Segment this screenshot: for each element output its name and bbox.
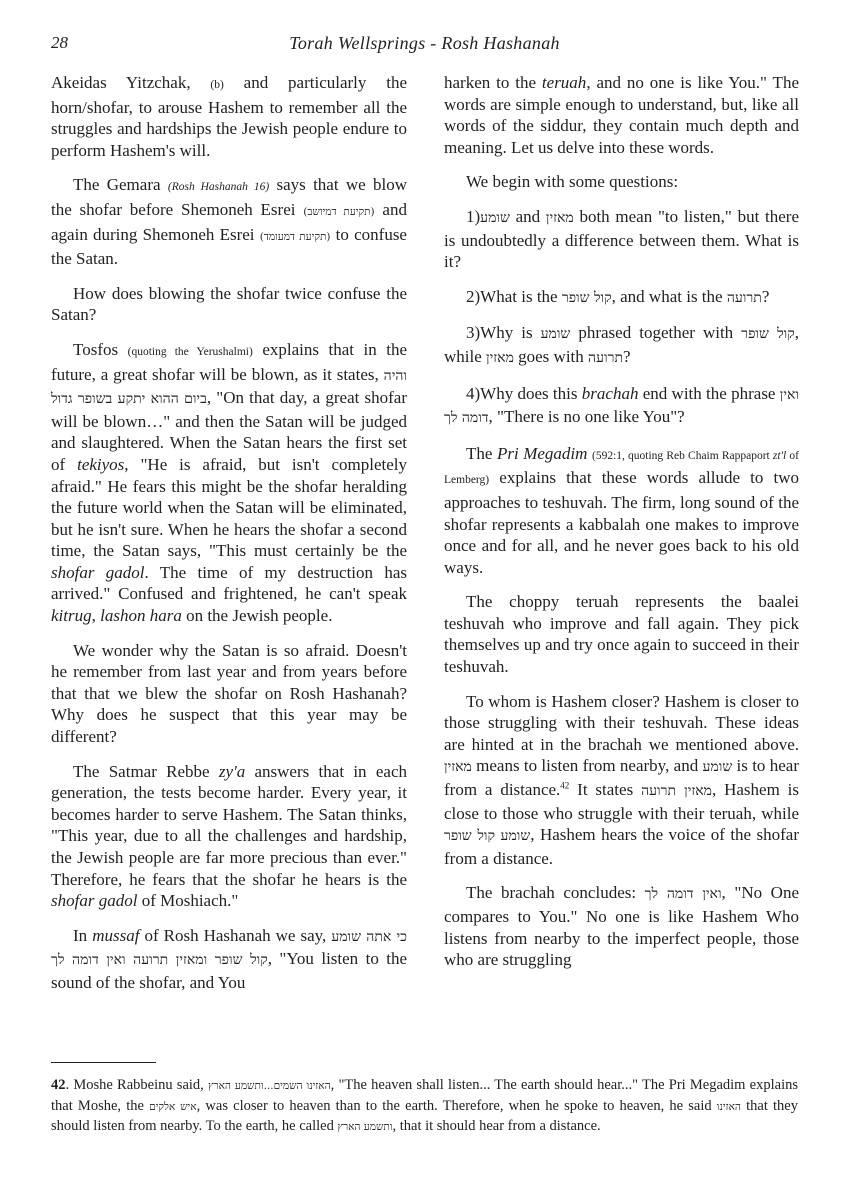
paragraph: In mussaf of Rosh Hashanah we say, כי אתה שומע קול שופר ומאזין תרועה ואין דומה לך, "You listen to the sound of the shofar, and You [51,925,407,992]
right-column [444,72,799,984]
page-header [51,33,798,57]
footnote-divider [51,1062,156,1063]
paragraph: Tosfos (quoting the Yerushalmi) explains that in the future, a great shofar will be blown, as it states, והיה ביום ההוא יתקע בשופר גדול, "On that day, a great shofar will be blown…" and then the Satan will be judged and slaughtered. When the Satan hears the first set of tekiyos, "He is afraid, but isn't completely afraid." He fears this might be the shofar heralding the future world when the Satan will be eliminated, but he isn't sure. When he hears the shofar a second time, the Satan says, "This must certainly be the shofar gadol. The time of my destruction has arrived." Confused and frightened, he can't speak kitrug, lashon hara on the Jewish people. [51,339,407,626]
question-3: 3)Why is שומע phrased together with קול שופר, while מאזין goes with תרועה? [444,323,800,366]
paragraph: The Pri Megadim (592:1, quoting Reb Chaim Rappaport zt'l of Lemberg) explains that these words allude to two approaches to teshuvah. The firm, long sound of the shofar represents a kabbalah one makes to improve once and for all, and he never goes back to his old ways. [444,443,799,577]
question-2: 2)What is the קול שופר, and what is the תרועה? [466,286,770,306]
footnote: 42. Moshe Rabbeinu said, האזינו השמים...ותשמע הארץ, "The heaven shall listen... The earth should hear..." The Pri Megadim explains that Moshe, the איש אלקים, was closer to heaven than to the earth. Therefore, when he spoke to heaven, he said האזינו that they should listen from nearby. To the earth, he called ותשמע הארץ, that it should hear from a distance. [51,1077,798,1134]
question-4: 4)Why does this brachah end with the phrase ואין דומה לך, "There is no one like You"? [444,383,799,427]
paragraph: To whom is Hashem closer? Hashem is closer to those struggling with their teshuvah. These ideas are hinted at in the brachah we mentioned above. מאזין means to listen from nearby, and שומע is to hear from a distance.$^{42}$ It states מאזין תרועה, Hashem is close to those who struggle with their teruah, while שומע קול שופר, Hashem hears the voice of the shofar from a distance. [444,691,800,868]
paragraph: The brachah concludes: ואין דומה לך, "No One compares to You." No one is like Hashem Who listens from nearby to the imperfect people, those who are struggling [444,883,799,970]
paragraph: harken to the teruah, and no one is like You." The words are simple enough to understand, but, like all words of the siddur, they contain much depth and meaning. Let us delve into these words. [444,73,799,157]
question-1: 1)שומע and מאזין both mean "to listen," but there is undoubtedly a difference between them. What is it? [444,206,799,272]
paragraph: The Satmar Rebbe zy'a answers that in each generation, the tests become harder. Every year, it becomes harder to serve Hashem. The Satan thinks, "This year, due to all the challenges and hardship, the Jewish people are far more precious than ever." Therefore, he fears that the shofar he hears is the shofar gadol of Moshiach." [51,761,407,911]
footnote-number: 42 [51,1077,66,1093]
paragraph: The Gemara (Rosh Hashanah 16) says that we blow the shofar before Shemoneh Esrei (תקיעת דמיושב) and again during Shemoneh Esrei (תקיעת דמעומד) to confuse the Satan. [51,175,407,269]
running-title: Torah Wellsprings - Rosh Hashanah [289,33,560,53]
paragraph: We wonder why the Satan is so afraid. Doesn't he remember from last year and from years before that that we blew the shofar on Rosh Hashanah? Why does he suspect that this year may be different? [51,640,407,747]
paragraph: Akeidas Yitzchak, (b) and particularly the horn/shofar, to arouse Hashem to remember all the struggles and hardships the Jewish people endure to perform Hashem's will. [51,73,408,160]
paragraph: We begin with some questions: [466,172,679,192]
footnote-ref: 42 [560,780,570,791]
page-number: 28 [51,33,68,52]
paragraph: How does blowing the shofar twice confuse the Satan? [51,283,407,325]
paragraph: The choppy teruah represents the baalei teshuvah who improve and fall again. They pick themselves up and try once again to succeed in their teshuvah. [444,592,799,677]
left-column [51,72,407,1007]
